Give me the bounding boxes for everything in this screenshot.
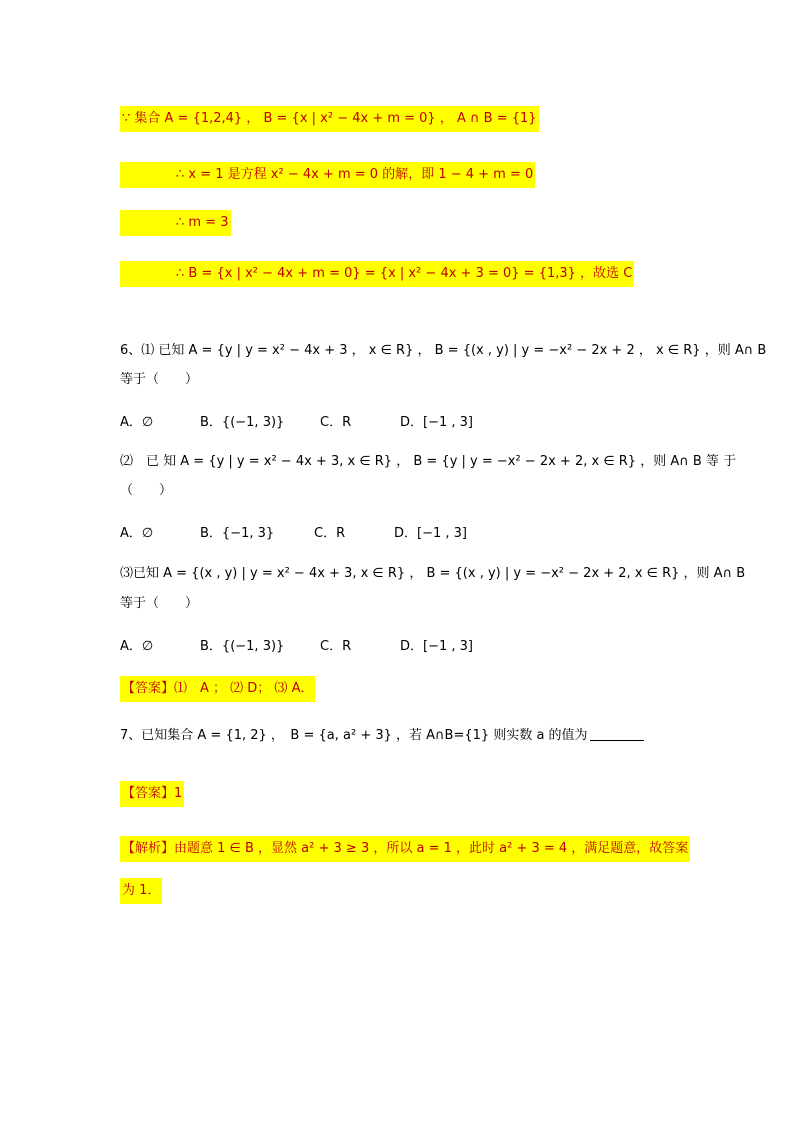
q7-statement bbox=[120, 725, 644, 747]
q6-part1-statement-cont: 等于（ ） bbox=[120, 372, 199, 387]
choice-a: A．∅ bbox=[120, 639, 154, 654]
solution-line-3: ∴ m = 3 bbox=[120, 210, 231, 236]
choice-c: C．R bbox=[314, 526, 346, 541]
answer-blank bbox=[590, 726, 644, 741]
choice-b: B．{(−1, 3)} bbox=[200, 415, 285, 430]
q6-part3-statement-cont: 等于（ ） bbox=[120, 596, 199, 611]
choice-b: B．{−1, 3} bbox=[200, 526, 275, 541]
solution-line-4: ∴ B = {x | x² − 4x + m = 0} = {x | x² − 4x + 3 = 0} = {1,3} ，故选 C bbox=[120, 261, 634, 287]
choice-d: D．[−1 , 3] bbox=[400, 639, 473, 654]
choice-a: A．∅ bbox=[120, 526, 154, 541]
choice-a: A．∅ bbox=[120, 415, 154, 430]
choice-d: D．[−1 , 3] bbox=[400, 415, 473, 430]
choice-c: C．R bbox=[320, 639, 352, 654]
q7-analysis-line-1: 【解析】由题意 1 ∈ B ，显然 a² + 3 ≥ 3 ，所以 a = 1 ，此时 a² + 3 = 4 ，满足题意，故答案 bbox=[120, 836, 690, 862]
choice-b: B．{(−1, 3)} bbox=[200, 639, 285, 654]
q6-part3-statement: ⑶已知 A = {(x , y) | y = x² − 4x + 3, x ∈ R} ， B = {(x , y) | y = −x² − 2x + 2, x ∈ R} ，则 A∩ B bbox=[120, 566, 746, 581]
q7-statement-text: 7、已知集合 A = {1, 2} ， B = {a, a² + 3} ，若 A∩B={1} 则实数 a 的值为 bbox=[120, 728, 588, 743]
choice-d: D．[−1 , 3] bbox=[394, 526, 467, 541]
q6-part2-statement-cont: （ ） bbox=[120, 483, 173, 498]
q7-answer: 【答案】1 bbox=[120, 781, 184, 807]
solution-line-2: ∴ x = 1 是方程 x² − 4x + m = 0 的解，即 1 − 4 + m = 0 bbox=[120, 162, 535, 188]
solution-line-1: ∵ 集合 A = {1,2,4} ， B = {x | x² − 4x + m = 0} ， A ∩ B = {1} bbox=[120, 106, 539, 132]
q6-part1-statement: 6、⑴ 已知 A = {y | y = x² − 4x + 3 ， x ∈ R} ， B = {(x , y) | y = −x² − 2x + 2 ， x ∈ R} ，则 A∩ B bbox=[120, 343, 767, 358]
q7-analysis-line-2: 为 1． bbox=[120, 878, 162, 904]
q6-part2-statement: ⑵ 已 知 A = {y | y = x² − 4x + 3, x ∈ R} ， B = {y | y = −x² − 2x + 2, x ∈ R} ，则 A∩ B 等 于 bbox=[120, 454, 737, 469]
choice-c: C．R bbox=[320, 415, 352, 430]
q6-answer: 【答案】⑴ A ； ⑵ D； ⑶ A． bbox=[120, 676, 315, 702]
